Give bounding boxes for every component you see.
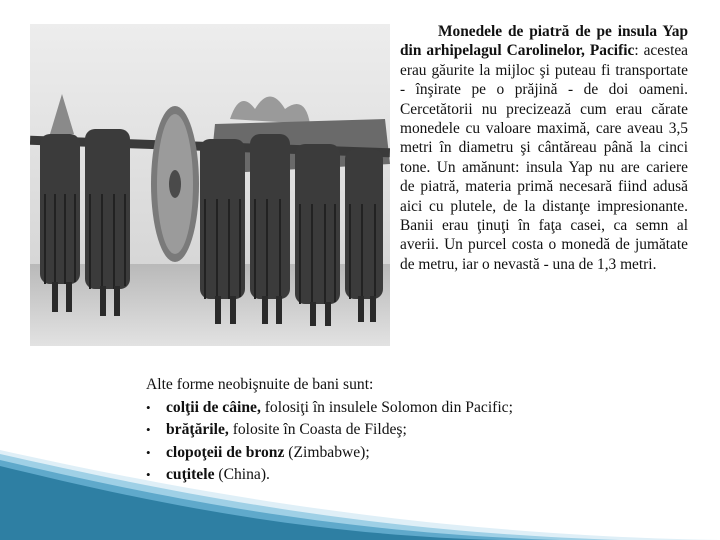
item-bold: colţii de câine, xyxy=(166,398,261,416)
list-item xyxy=(146,397,606,420)
yap-body: : acestea erau găurite la mijloc şi puteau fi transportate - înşirate pe o prăjină - de doi oameni. Cercetătorii nu precizează cum erau cărate monedele cu valoare maximă, care aveau 3,5 metri în diametru şi cântăreau până la cinci tone. Un amănunt: insula Yap nu are cariere de piatră, materia primă necesară fiind adusă aici cu plutele, de la distanţe impresionante. Banii erau ţinuţi în faţa casei, ca semn al averii. Un purcel costa o monedă de jumătate de metru, iar o nevastă - una de 1,3 metri. xyxy=(400,42,689,273)
yap-title: Monedele de piatră de pe insula Yap din arhipelagul Carolinelor, Pacific xyxy=(400,23,688,60)
item-text: folosite în Coasta de Fildeş; xyxy=(228,421,407,439)
bullet-icon: • xyxy=(146,422,151,438)
list-intro: Alte forme neobişnuite de bani sunt: xyxy=(146,376,374,393)
item-bold: clopoţeii de bronz xyxy=(166,443,285,461)
bullet-icon: • xyxy=(146,444,151,460)
item-text: folosiţi în insulele Solomon din Pacific; xyxy=(260,398,513,416)
yap-description xyxy=(400,22,688,274)
item-text: (China). xyxy=(214,466,270,484)
photo-illustration xyxy=(30,24,390,346)
stone-money-photo xyxy=(30,24,390,346)
list-item xyxy=(146,419,606,442)
item-text: (Zimbabwe); xyxy=(284,443,370,461)
decorative-wave xyxy=(0,440,720,540)
item-bold: brăţările, xyxy=(166,421,229,439)
bullet-icon: • xyxy=(146,399,151,415)
bullet-icon: • xyxy=(146,467,151,483)
item-bold: cuţitele xyxy=(166,466,215,484)
